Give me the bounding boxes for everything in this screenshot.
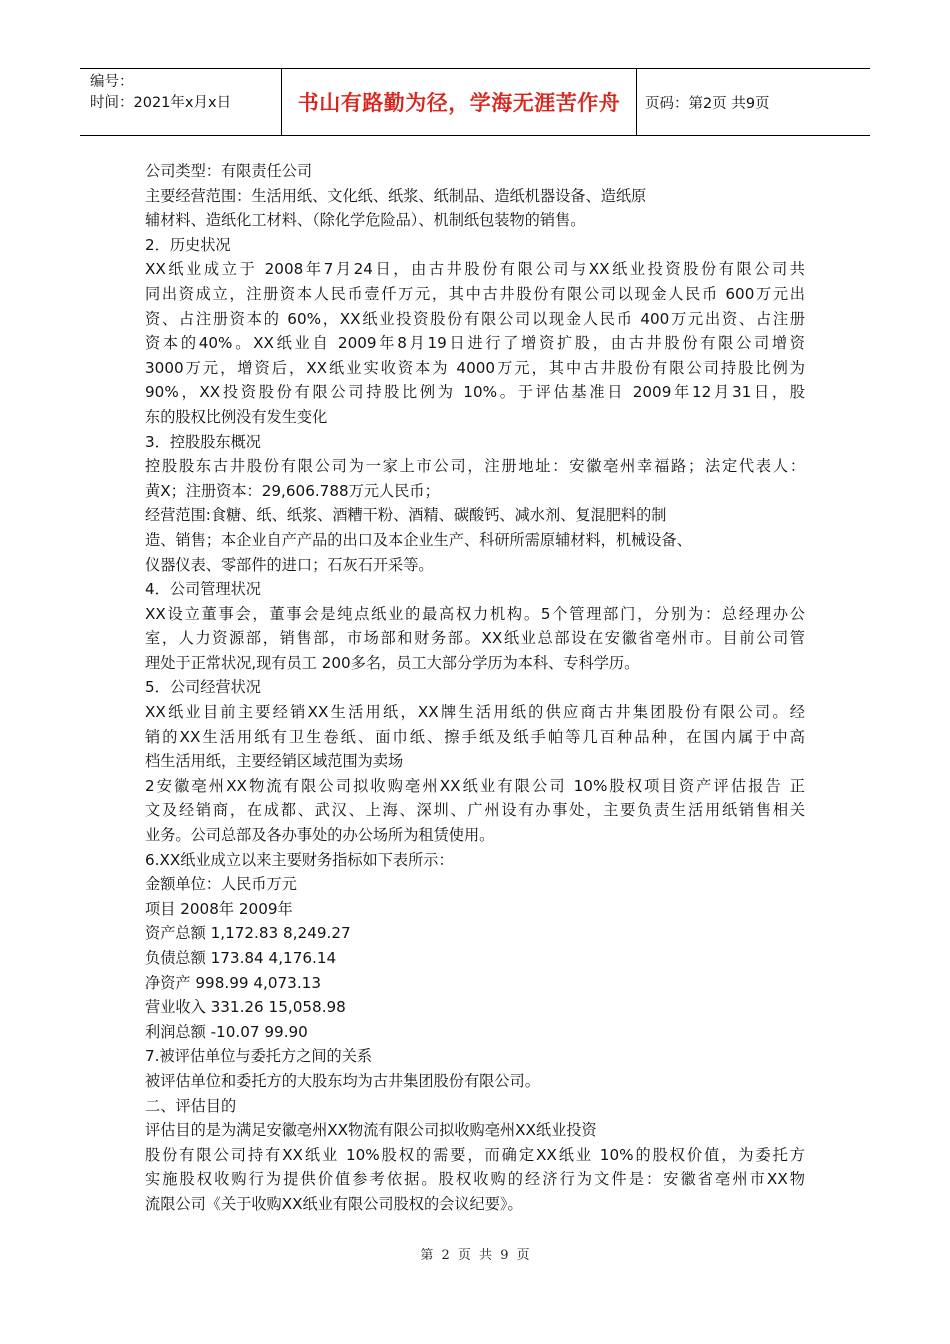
body-line: 辅材料、造纸化工材料、（除化学危险品）、机制纸包装物的销售。 xyxy=(145,211,586,230)
body-line: 二、评估目的 xyxy=(145,1096,237,1115)
header-meta-cell xyxy=(80,69,282,135)
body-line: 2安徽亳州XX物流有限公司拟收购亳州XX纸业有限公司 10%股权项目资产评估报告 正 xyxy=(145,776,805,795)
body-line: 被评估单位和委托方的大股东均为古井集团股份有限公司。 xyxy=(145,1071,540,1090)
body-line: 同出资成立，注册资本人民币壹仟万元，其中古井股份有限公司以现金人民币 600万元出 xyxy=(145,284,805,303)
body-line: 负债总额 173.84 4,176.14 xyxy=(145,949,337,967)
body-line: 7.被评估单位与委托方之间的关系 xyxy=(145,1047,373,1066)
body-line: 销的XX生活用纸有卫生卷纸、面巾纸、擦手纸及纸手帕等几百种品种，在国内属于中高 xyxy=(145,727,805,746)
body-line: 流限公司《关于收购XX纸业有限公司股权的会议纪要》。 xyxy=(145,1194,523,1213)
header-page-number: 页码：第2页 共9页 xyxy=(645,95,770,112)
body-line: XX设立董事会，董事会是纯点纸业的最高权力机构。5个管理部门，分别为：总经理办公 xyxy=(145,604,805,623)
header-motto: 书山有路勤为径，学海无涯苦作舟 xyxy=(282,69,637,135)
body-line: 造、销售；本企业自产产品的出口及本企业生产、科研所需原辅材料，机械设备、 xyxy=(145,530,692,549)
body-line: 文及经销商，在成都、武汉、上海、深圳、广州设有办事处，主要负责生活用纸销售相关 xyxy=(145,801,805,820)
body-line: 理处于正常状况,现有员工 200多名，员工大部分学历为本科、专科学历。 xyxy=(145,653,640,672)
body-line: 3000万元，增资后，XX纸业实收资本为 4000万元，其中古井股份有限公司持股比例为 xyxy=(145,358,805,377)
body-line: 5．公司经营状况 xyxy=(145,678,261,697)
body-line: 90%，XX投资股份有限公司持股比例为 10%。于评估基准日 2009年12月31日，股 xyxy=(145,383,805,402)
body-line: 室，人力资源部，销售部，市场部和财务部。XX纸业总部设在安徽省亳州市。目前公司管 xyxy=(145,629,805,648)
date-label: 时间：2021年x月x日 xyxy=(90,95,232,111)
serial-label: 编号： xyxy=(90,74,134,90)
body-line: 资产总额 1,172.83 8,249.27 xyxy=(145,924,351,943)
body-line: 业务。公司总部及各办事处的办公场所为租赁使用。 xyxy=(145,826,495,845)
header-table xyxy=(80,68,870,136)
body-line: XX纸业目前主要经销XX生活用纸，XX牌生活用纸的供应商古井集团股份有限公司。经 xyxy=(145,703,805,722)
body-line: 东的股权比例没有发生变化 xyxy=(145,407,328,426)
document-body xyxy=(145,159,805,1217)
body-line: 档生活用纸，主要经销区域范围为卖场 xyxy=(145,752,404,771)
body-line: 评估目的是为满足安徽亳州XX物流有限公司拟收购亳州XX纸业投资 xyxy=(145,1121,597,1140)
page-footer: 第 2 页 共 9 页 xyxy=(420,1248,530,1263)
body-line: 股份有限公司持有XX纸业 10%股权的需要，而确定XX纸业 10%的股权价值，为委托方 xyxy=(145,1145,805,1164)
body-line: 营业收入 331.26 15,058.98 xyxy=(145,998,346,1017)
body-line: 金额单位：人民币万元 xyxy=(145,875,297,894)
body-line: 4．公司管理状况 xyxy=(145,580,261,599)
body-line: 仪器仪表、零部件的进口；石灰石开采等。 xyxy=(145,555,434,574)
body-line: 2．历史状况 xyxy=(145,235,231,254)
body-line: 资本的40%。XX纸业自 2009年8月19日进行了增资扩股，由古井股份有限公司增资 xyxy=(145,334,805,353)
body-line: 公司类型：有限责任公司 xyxy=(145,162,313,180)
body-line: 黄X；注册资本：29,606.788万元人民币； xyxy=(145,481,440,500)
body-line: 3．控股股东概况 xyxy=(145,432,261,451)
body-line: 利润总额 -10.07 99.90 xyxy=(145,1022,308,1041)
body-line: 经营范围:食糖、纸、纸浆、酒糟干粉、酒精、碳酸钙、减水剂、复混肥料的制 xyxy=(145,506,667,525)
body-line: 6.XX纸业成立以来主要财务指标如下表所示： xyxy=(145,850,454,869)
body-line: 资、占注册资本的 60%，XX纸业投资股份有限公司以现金人民币 400万元出资、占注册 xyxy=(145,309,805,328)
body-line: 净资产 998.99 4,073.13 xyxy=(145,973,321,992)
body-line: 主要经营范围：生活用纸、文化纸、纸浆、纸制品、造纸机器设备、造纸原 xyxy=(145,186,647,205)
body-line: 控股股东古井股份有限公司为一家上市公司，注册地址：安徽亳州幸福路；法定代表人： xyxy=(145,457,805,476)
body-line: XX纸业成立于 2008年7月24日，由古井股份有限公司与XX纸业投资股份有限公司共 xyxy=(145,260,805,279)
body-line: 项目 2008年 2009年 xyxy=(145,899,293,918)
body-line: 实施股权收购行为提供价值参考依据。股权收购的经济行为文件是：安徽省亳州市XX物 xyxy=(145,1170,805,1189)
